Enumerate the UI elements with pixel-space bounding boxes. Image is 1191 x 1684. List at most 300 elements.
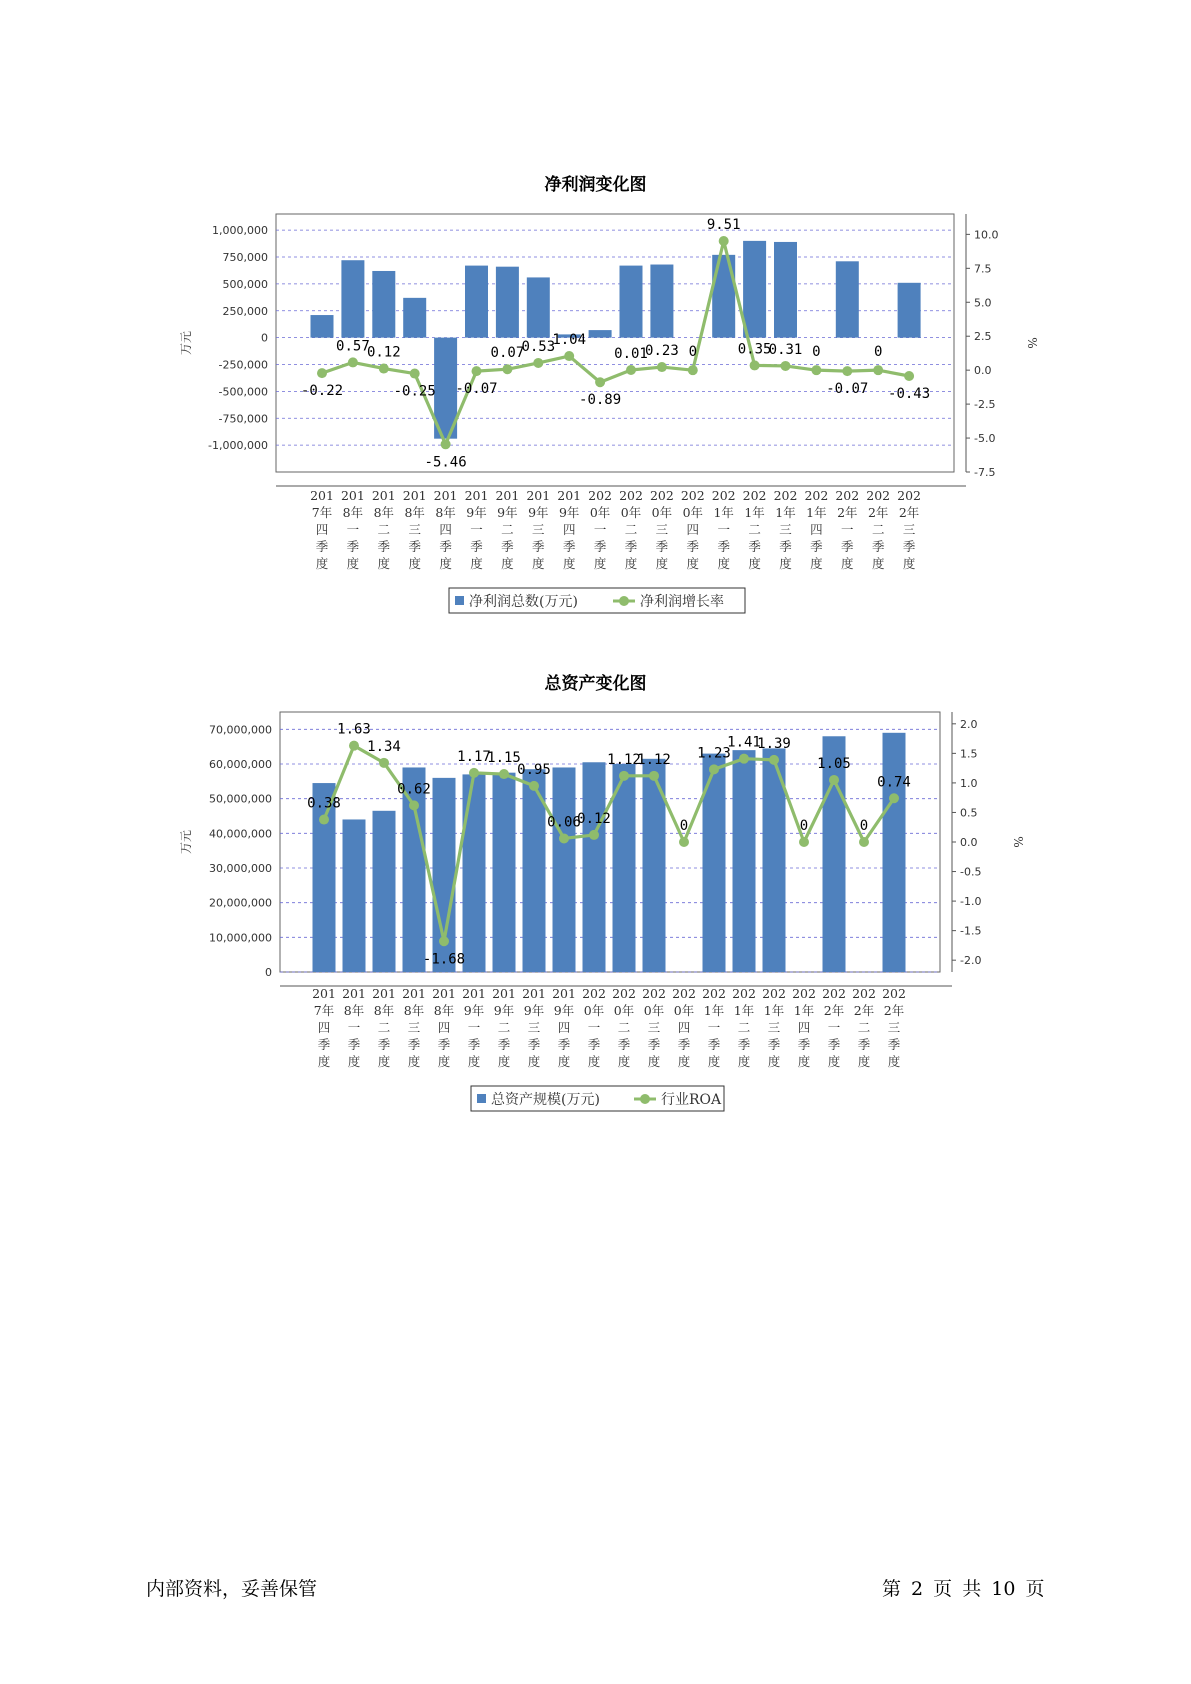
x-tick-label: 0年 (673, 1003, 695, 1018)
data-label: 1.05 (817, 755, 851, 772)
data-label: 0.12 (366, 344, 401, 361)
x-tick-label: 0年 (651, 505, 673, 520)
x-tick-label: 二 (377, 522, 391, 537)
x-tick-label: 度 (377, 556, 391, 571)
x-tick-label: 度 (470, 556, 483, 571)
x-tick-label: 季 (748, 539, 761, 554)
bar (493, 773, 516, 972)
x-tick-label: 四 (439, 522, 452, 537)
x-tick-label: 度 (887, 1054, 901, 1069)
x-tick-label: 度 (407, 1054, 421, 1069)
data-label: 0 (679, 818, 689, 834)
x-tick-label: 0年 (620, 505, 642, 520)
x-tick-label: 度 (377, 1054, 391, 1069)
x-tick-label: 季 (617, 1037, 631, 1052)
x-tick-label: 2年 (853, 1003, 875, 1018)
x-tick-label: 0年 (643, 1003, 665, 1018)
x-tick-label: 202 (711, 488, 736, 503)
y-left-tick-label: 50,000,000 (209, 792, 272, 806)
x-tick-label: 9年 (523, 1003, 545, 1018)
x-tick-label: 201 (371, 488, 396, 503)
x-tick-label: 202 (866, 488, 891, 503)
x-tick-label: 7年 (313, 1003, 335, 1018)
x-tick-label: 201 (557, 488, 582, 503)
x-tick-label: 季 (497, 1037, 511, 1052)
x-tick-label: 三 (647, 1020, 661, 1035)
x-tick-label: 二 (377, 1020, 391, 1035)
legend-bar-label: 净利润总数(万元) (469, 594, 578, 610)
x-tick-label: 201 (552, 986, 576, 1001)
x-tick-label: 季 (871, 539, 885, 554)
x-tick-label: 201 (495, 488, 520, 503)
x-tick-label: 8年 (435, 505, 456, 520)
data-label: 1.04 (552, 332, 587, 349)
x-tick-label: 202 (732, 986, 756, 1001)
x-tick-label: 1年 (775, 505, 796, 520)
line-point (529, 781, 539, 791)
x-tick-label: 一 (707, 1020, 721, 1035)
x-tick-label: 季 (377, 539, 391, 554)
y-left-tick-label: 40,000,000 (209, 827, 272, 841)
y-right-tick-label: -0.5 (960, 865, 982, 879)
x-tick-label: 202 (835, 488, 860, 503)
x-tick-label: 度 (810, 556, 823, 571)
y-right-axis-label: % (1025, 337, 1039, 349)
y-right-tick-label: 0.0 (960, 836, 978, 849)
line-point (589, 830, 599, 840)
x-tick-label: 度 (562, 556, 576, 571)
x-tick-label: 度 (717, 556, 730, 571)
x-tick-label: 度 (779, 556, 792, 571)
bar (403, 767, 426, 972)
x-tick-label: 201 (433, 488, 458, 503)
x-tick-label: 四 (317, 1020, 331, 1035)
data-label: 1.23 (697, 745, 731, 762)
line-point (349, 741, 359, 751)
x-tick-label: 季 (827, 1037, 841, 1052)
y-right-tick-label: 10.0 (974, 228, 999, 242)
x-tick-label: 1年 (806, 505, 827, 520)
x-tick-label: 季 (587, 1037, 601, 1052)
x-tick-label: 1年 (744, 505, 765, 520)
bar (463, 774, 486, 972)
x-tick-label: 201 (432, 986, 456, 1001)
x-tick-label: 一 (467, 1020, 481, 1035)
y-right-tick-label: 1.0 (960, 776, 978, 790)
x-tick-label: 一 (346, 522, 360, 537)
data-label: 0 (873, 344, 883, 361)
y-right-tick-label: -2.0 (960, 954, 982, 968)
x-tick-label: 0年 (589, 505, 611, 520)
x-tick-label: 202 (822, 986, 846, 1001)
x-tick-label: 9年 (463, 1003, 485, 1018)
x-tick-label: 0年 (583, 1003, 605, 1018)
x-tick-label: 度 (408, 556, 421, 571)
data-label: 0.35 (737, 341, 772, 358)
x-tick-label: 202 (672, 986, 696, 1001)
data-label: 1.34 (367, 738, 401, 755)
x-tick-label: 1年 (733, 1003, 755, 1018)
data-label: 0 (688, 344, 698, 361)
x-tick-label: 度 (593, 556, 607, 571)
x-tick-label: 2年 (823, 1003, 845, 1018)
x-tick-label: 一 (593, 522, 607, 537)
y-left-tick-label: 0 (261, 331, 268, 345)
x-tick-label: 8年 (373, 1003, 395, 1018)
y-left-tick-label: 0 (265, 966, 272, 979)
x-tick-label: 0年 (682, 505, 704, 520)
x-tick-label: 季 (737, 1037, 751, 1052)
x-tick-label: 三 (902, 522, 916, 537)
x-tick-label: 2年 (837, 505, 858, 520)
y-left-tick-label: 500,000 (222, 277, 268, 291)
data-label: 0.57 (336, 338, 370, 355)
x-tick-label: 季 (841, 539, 854, 554)
x-tick-label: 201 (522, 986, 546, 1001)
x-tick-label: 202 (804, 488, 829, 503)
x-tick-label: 度 (841, 556, 854, 571)
x-tick-label: 度 (827, 1054, 841, 1069)
x-tick-label: 季 (677, 1037, 691, 1052)
line-point (499, 769, 509, 779)
x-tick-label: 202 (588, 488, 613, 503)
x-tick-label: 季 (562, 539, 576, 554)
x-tick-label: 度 (437, 1054, 451, 1069)
data-label: -0.07 (455, 381, 498, 398)
x-tick-label: 201 (310, 488, 334, 503)
y-left-tick-label: -1,000,000 (208, 439, 268, 453)
x-tick-label: 二 (871, 522, 885, 537)
x-tick-label: 度 (439, 556, 452, 571)
data-label: 0.62 (397, 781, 431, 798)
x-tick-label: 度 (797, 1054, 811, 1069)
x-tick-label: 2年 (867, 505, 889, 520)
line-point (439, 936, 449, 946)
x-tick-label: 8年 (373, 505, 395, 520)
x-tick-label: 季 (655, 539, 669, 554)
x-tick-label: 202 (649, 488, 674, 503)
line-point (319, 815, 329, 825)
data-label: 1.41 (727, 734, 761, 751)
line-point (409, 800, 419, 810)
y-right-tick-label: -1.0 (960, 895, 982, 909)
x-tick-label: 201 (462, 986, 486, 1001)
x-tick-label: 三 (408, 522, 421, 537)
x-tick-label: 201 (526, 488, 551, 503)
x-tick-label: 8年 (343, 1003, 365, 1018)
x-tick-label: 季 (377, 1037, 391, 1052)
y-left-tick-label: -250,000 (218, 358, 268, 372)
bar (553, 767, 576, 972)
data-label: 0.31 (768, 341, 803, 358)
data-label: -0.89 (579, 392, 622, 409)
x-tick-label: 一 (347, 1020, 361, 1035)
x-tick-label: 一 (841, 522, 854, 537)
x-tick-label: 三 (655, 522, 669, 537)
y-right-tick-label: 2.0 (960, 717, 978, 731)
data-label: -0.22 (300, 383, 344, 400)
legend-line-label: 净利润增长率 (640, 594, 724, 610)
x-tick-label: 度 (686, 556, 700, 571)
x-tick-label: 度 (532, 556, 545, 571)
x-tick-label: 度 (467, 1054, 481, 1069)
y-left-axis-label: 万元 (179, 330, 193, 356)
x-tick-label: 四 (810, 522, 823, 537)
x-tick-label: 202 (702, 986, 726, 1001)
x-tick-label: 季 (767, 1037, 781, 1052)
line-point (619, 771, 629, 781)
x-tick-label: 季 (467, 1037, 481, 1052)
line-point (829, 775, 839, 785)
x-tick-label: 季 (593, 539, 607, 554)
y-left-tick-label: 1,000,000 (212, 224, 268, 238)
x-tick-label: 季 (857, 1037, 871, 1052)
x-tick-label: 季 (647, 1037, 661, 1052)
line-point (379, 758, 389, 768)
x-tick-label: 三 (767, 1020, 781, 1035)
x-tick-label: 二 (617, 1020, 631, 1035)
data-label: -5.46 (424, 454, 467, 471)
x-tick-label: 三 (779, 522, 792, 537)
x-tick-label: 度 (317, 1054, 331, 1069)
data-label: 0.12 (577, 810, 611, 827)
data-label: 0 (799, 818, 809, 834)
y-left-tick-label: -750,000 (218, 412, 268, 426)
y-left-axis-label: 万元 (179, 829, 193, 855)
x-tick-label: 度 (655, 556, 669, 571)
line-point (889, 793, 899, 803)
x-tick-label: 8年 (403, 1003, 425, 1018)
x-tick-label: 二 (737, 1020, 751, 1035)
x-tick-label: 季 (887, 1037, 901, 1052)
data-label: -1.68 (422, 951, 466, 968)
data-label: 0.01 (614, 346, 648, 363)
x-tick-label: 201 (342, 986, 366, 1001)
x-tick-label: 季 (408, 539, 421, 554)
x-tick-label: 季 (470, 539, 483, 554)
data-label: 0.38 (307, 795, 341, 812)
data-label: 1.17 (457, 748, 491, 765)
data-label: 0.95 (517, 761, 551, 778)
x-tick-label: 9年 (466, 505, 487, 520)
x-tick-label: 201 (464, 488, 489, 503)
x-tick-label: 9年 (497, 505, 518, 520)
x-tick-label: 1年 (793, 1003, 815, 1018)
y-right-tick-label: -5.0 (974, 432, 996, 446)
data-label: -0.43 (888, 385, 931, 402)
x-tick-label: 9年 (493, 1003, 515, 1018)
x-tick-label: 三 (527, 1020, 541, 1035)
x-tick-label: 9年 (558, 505, 580, 520)
x-tick-label: 一 (717, 522, 730, 537)
x-tick-label: 三 (887, 1020, 901, 1035)
x-tick-label: 度 (527, 1054, 541, 1069)
x-tick-label: 三 (532, 522, 545, 537)
data-label: 0 (812, 344, 821, 361)
x-tick-label: 二 (497, 1020, 511, 1035)
y-right-tick-label: -1.5 (960, 924, 982, 938)
x-tick-label: 季 (902, 539, 916, 554)
x-tick-label: 季 (346, 539, 360, 554)
x-tick-label: 度 (902, 556, 916, 571)
x-tick-label: 季 (707, 1037, 721, 1052)
x-tick-label: 度 (647, 1054, 661, 1069)
x-tick-label: 度 (497, 1054, 511, 1069)
x-tick-label: 季 (315, 539, 329, 554)
x-tick-label: 四 (315, 522, 329, 537)
data-label: -0.25 (393, 383, 436, 400)
x-tick-label: 季 (797, 1037, 811, 1052)
y-left-tick-label: 70,000,000 (209, 723, 272, 737)
x-tick-label: 二 (748, 522, 761, 537)
line-point (469, 768, 479, 778)
x-tick-label: 度 (737, 1054, 751, 1069)
bar (373, 811, 396, 972)
x-tick-label: 度 (315, 556, 329, 571)
line-point (709, 764, 719, 774)
x-tick-label: 季 (439, 539, 452, 554)
x-tick-label: 8年 (433, 1003, 455, 1018)
x-tick-label: 202 (642, 986, 666, 1001)
x-tick-label: 二 (501, 522, 514, 537)
bar (733, 750, 756, 972)
data-label: 0 (859, 818, 869, 834)
data-label: 0.07 (490, 345, 525, 362)
x-tick-label: 7年 (311, 505, 333, 520)
x-tick-label: 1年 (703, 1003, 725, 1018)
y-left-tick-label: 750,000 (222, 251, 268, 264)
x-tick-label: 季 (779, 539, 792, 554)
x-tick-label: 一 (827, 1020, 841, 1035)
bar (883, 733, 906, 972)
x-tick-label: 1年 (763, 1003, 785, 1018)
y-right-tick-label: -7.5 (974, 466, 996, 479)
x-tick-label: 四 (557, 1020, 571, 1035)
line-point (649, 771, 659, 781)
x-tick-label: 度 (501, 556, 514, 571)
x-tick-label: 度 (624, 556, 638, 571)
x-tick-label: 202 (852, 986, 876, 1001)
x-tick-label: 季 (557, 1037, 571, 1052)
x-tick-label: 度 (347, 1054, 361, 1069)
x-tick-label: 季 (810, 539, 823, 554)
x-tick-label: 201 (402, 488, 427, 503)
x-tick-label: 202 (882, 986, 906, 1001)
x-tick-label: 一 (587, 1020, 601, 1035)
x-tick-label: 0年 (613, 1003, 635, 1018)
line-point (559, 833, 569, 843)
data-label: 0.06 (547, 814, 581, 831)
line-point (799, 837, 809, 847)
x-tick-label: 度 (677, 1054, 691, 1069)
x-tick-label: 季 (624, 539, 638, 554)
legend-bar-swatch (477, 1094, 486, 1103)
x-tick-label: 季 (437, 1037, 451, 1052)
x-tick-label: 201 (312, 986, 336, 1001)
x-tick-label: 度 (857, 1054, 871, 1069)
x-tick-label: 二 (624, 522, 638, 537)
bar (343, 819, 366, 972)
x-tick-label: 度 (346, 556, 360, 571)
y-right-tick-label: -2.5 (974, 398, 996, 412)
data-label: 1.12 (607, 751, 641, 768)
x-tick-label: 1年 (713, 505, 734, 520)
y-right-tick-label: 2.5 (974, 330, 992, 344)
x-tick-label: 2年 (883, 1003, 905, 1018)
x-tick-label: 202 (773, 488, 798, 503)
x-tick-label: 201 (492, 986, 516, 1001)
x-tick-label: 202 (612, 986, 636, 1001)
x-tick-label: 度 (707, 1054, 721, 1069)
x-tick-label: 四 (797, 1020, 811, 1035)
footer-confidential: 内部资料，妥善保管 (146, 1578, 318, 1600)
data-label: -0.07 (826, 381, 869, 398)
data-label: 0.23 (645, 343, 679, 360)
x-tick-label: 8年 (342, 505, 364, 520)
line-point (739, 754, 749, 764)
y-right-tick-label: 1.5 (960, 747, 978, 761)
y-left-tick-label: 60,000,000 (209, 758, 272, 771)
x-tick-label: 度 (871, 556, 885, 571)
x-tick-label: 度 (587, 1054, 601, 1069)
x-tick-label: 2年 (898, 505, 920, 520)
data-label: 9.51 (706, 217, 741, 234)
x-tick-label: 一 (470, 522, 483, 537)
x-tick-label: 度 (767, 1054, 781, 1069)
x-tick-label: 季 (717, 539, 730, 554)
x-tick-label: 度 (748, 556, 761, 571)
x-tick-label: 202 (619, 488, 643, 503)
y-right-axis-label: % (1011, 836, 1025, 848)
x-tick-label: 季 (527, 1037, 541, 1052)
y-right-tick-label: 0.0 (974, 364, 992, 378)
y-right-tick-label: 5.0 (974, 296, 992, 310)
x-tick-label: 季 (347, 1037, 361, 1052)
data-label: 1.15 (487, 750, 521, 767)
y-right-tick-label: 7.5 (974, 262, 992, 276)
x-tick-label: 四 (437, 1020, 451, 1035)
x-tick-label: 201 (372, 986, 396, 1001)
x-tick-label: 202 (762, 986, 786, 1001)
x-tick-label: 202 (742, 488, 767, 503)
legend-line-label: 行业ROA (661, 1092, 722, 1108)
x-tick-label: 201 (402, 986, 426, 1001)
x-tick-label: 季 (532, 539, 545, 554)
x-tick-label: 度 (557, 1054, 571, 1069)
chart-title: 总资产变化图 (544, 674, 647, 694)
line-point (769, 755, 779, 765)
x-tick-label: 201 (340, 488, 365, 503)
data-label: 1.63 (337, 721, 371, 738)
x-tick-label: 季 (407, 1037, 421, 1052)
y-left-tick-label: 10,000,000 (209, 931, 272, 945)
data-label: 1.12 (637, 751, 671, 768)
x-tick-label: 9年 (553, 1003, 575, 1018)
x-tick-label: 202 (897, 488, 922, 503)
line-point (679, 837, 689, 847)
x-tick-label: 四 (677, 1020, 691, 1035)
footer-page-number: 第 2 页 共 10 页 (882, 1578, 1045, 1600)
chart-title: 净利润变化图 (544, 175, 647, 195)
y-left-tick-label: 250,000 (222, 304, 268, 318)
data-label: 1.39 (757, 735, 791, 752)
x-tick-label: 季 (501, 539, 514, 554)
x-tick-label: 度 (617, 1054, 631, 1069)
bar (583, 762, 606, 972)
x-tick-label: 202 (680, 488, 705, 503)
data-label: 0.53 (521, 338, 556, 355)
x-tick-label: 季 (317, 1037, 331, 1052)
